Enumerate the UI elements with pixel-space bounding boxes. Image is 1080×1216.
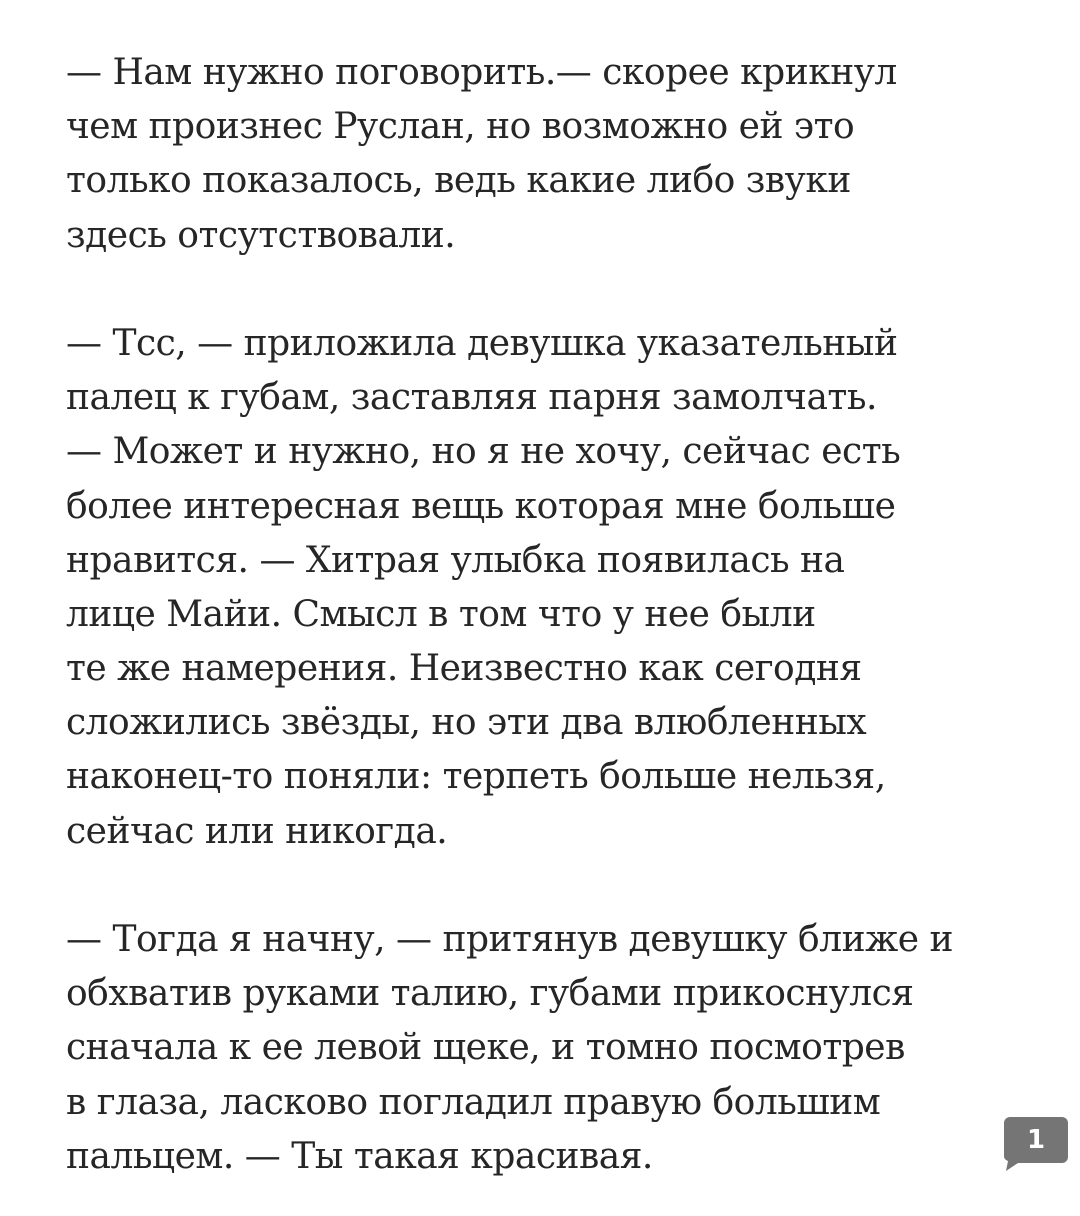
text-line: — Тсс, — приложила девушка указательный <box>66 322 898 364</box>
text-line: сложились звёзды, но эти два влюбленных <box>66 702 867 744</box>
text-line: более интересная вещь которая мне больше <box>66 485 896 527</box>
paragraph-spacer <box>66 859 1016 913</box>
paragraph-2 <box>66 317 1016 859</box>
paragraph-1 <box>66 46 1016 263</box>
comment-count-button[interactable] <box>1004 1117 1068 1171</box>
text-line: обхватив руками талию, губами прикоснулся <box>66 973 914 1015</box>
text-line: сейчас или никогда. <box>66 810 448 852</box>
text-line: в глаза, ласково погладил правую большим <box>66 1081 881 1123</box>
text-line: палец к губам, заставляя парня замолчать. <box>66 377 877 419</box>
text-line: пальцем. — Ты такая красивая. <box>66 1135 653 1177</box>
text-line: — Тогда я начну, — притянув девушку ближе и <box>66 919 953 960</box>
text-line: — Может и нужно, но я не хочу, сейчас есть <box>66 431 901 473</box>
paragraph-spacer <box>66 263 1016 317</box>
text-line: сначала к ее левой щеке, и томно посмотрев <box>66 1027 905 1069</box>
text-line: те же намерения. Неизвестно как сегодня <box>66 648 862 690</box>
text-body <box>66 46 1016 1184</box>
text-line: чем произнес Руслан, но возможно ей это <box>66 106 855 148</box>
text-line: нравится. — Хитрая улыбка появилась на <box>66 539 845 581</box>
text-line: здесь отсутствовали. <box>66 214 456 256</box>
paragraph-3 <box>66 913 1016 1184</box>
text-line: лице Майи. Смысл в том что у нее были <box>66 593 816 635</box>
comment-count: 1 <box>1026 1125 1046 1155</box>
text-line: только показалось, ведь какие либо звуки <box>66 160 851 202</box>
text-line: наконец-то поняли: терпеть больше нельзя, <box>66 756 886 798</box>
text-line: — Нам нужно поговорить.— скорее крикнул <box>66 52 897 93</box>
